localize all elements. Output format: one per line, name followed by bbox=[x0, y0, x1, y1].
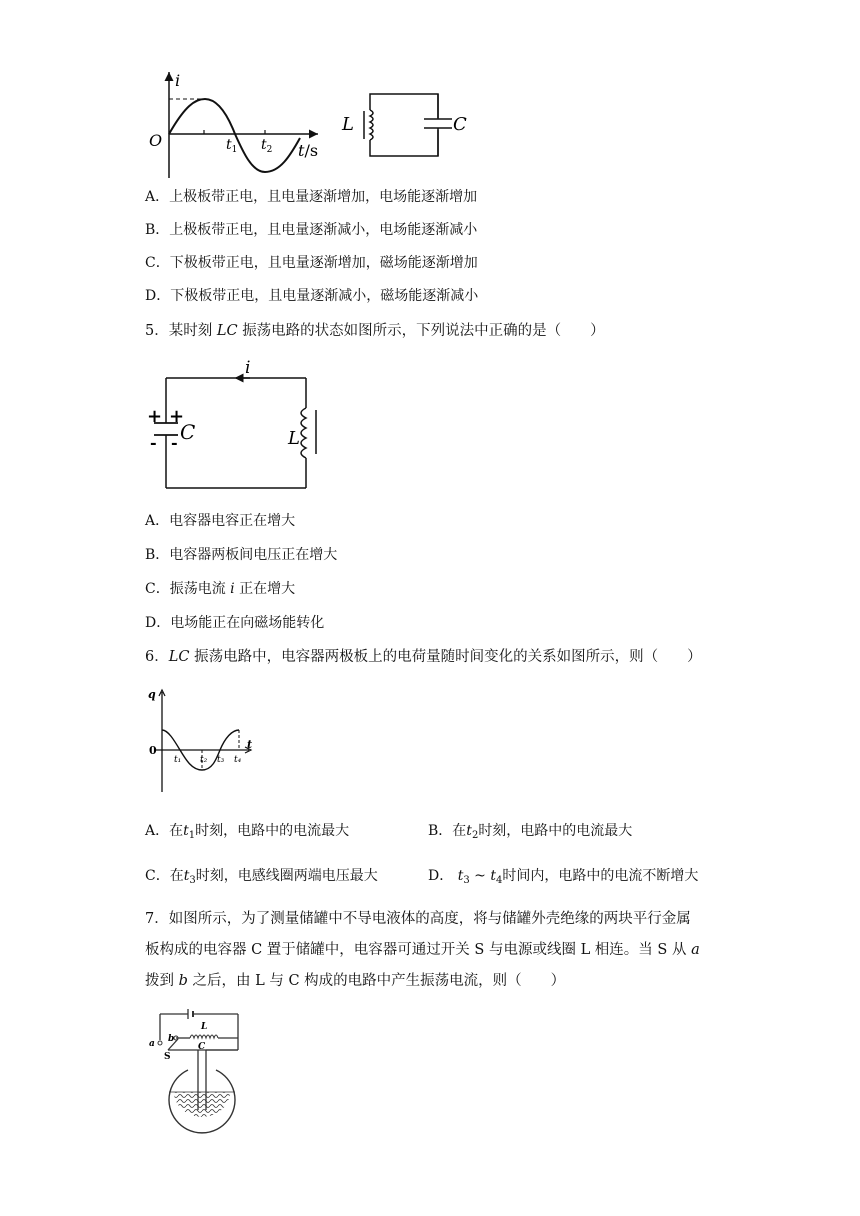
graph-t-axis-label: t/s bbox=[298, 141, 319, 160]
circuit2-minus-left: - bbox=[150, 433, 157, 452]
graph-t3-tick: t₃ bbox=[217, 755, 225, 765]
diagram-S-label: S bbox=[164, 1052, 171, 1062]
q5-stem: 5．某时刻 LC 振荡电路的状态如图所示，下列说法中正确的是（ ） bbox=[145, 323, 605, 339]
circuit2-C-label: C bbox=[180, 420, 196, 444]
circuit1-C-label: C bbox=[453, 114, 467, 135]
graph-t2-tick: t₂ bbox=[200, 755, 208, 765]
circuit2-minus-right: - bbox=[171, 433, 178, 452]
graph-t1-label: $t_1$ bbox=[226, 137, 238, 155]
q4-option-a[interactable]: A．上极板带正电，且电量逐渐增加，电场能逐渐增加 bbox=[145, 189, 478, 205]
q5-option-a[interactable]: A．电容器电容正在增大 bbox=[145, 513, 296, 529]
q7-line-3: 拨到 b 之后，由 L 与 C 构成的电路中产生振荡电流，则（ ） bbox=[145, 973, 566, 989]
circuit2-plus-right: + bbox=[169, 406, 185, 427]
graph-zero-label: 0 bbox=[149, 744, 157, 757]
diagram-L-label: L bbox=[201, 1022, 208, 1032]
graph-t4-tick: t₄ bbox=[234, 755, 242, 765]
current-time-graph bbox=[140, 66, 330, 182]
q7-stem bbox=[145, 904, 711, 997]
graph-origin-label: O bbox=[149, 131, 163, 150]
q5-option-b[interactable]: B．电容器两板间电压正在增大 bbox=[145, 547, 338, 563]
circuit2-i-label: i bbox=[245, 360, 251, 378]
graph-i-label: i bbox=[175, 71, 181, 90]
circuit2-plus-left: + bbox=[147, 406, 163, 427]
q7-line-1: 7．如图所示，为了测量储罐中不导电液体的高度，将与储罐外壳绝缘的两块平行金属 bbox=[145, 911, 691, 927]
diagram-b-label: b bbox=[168, 1034, 175, 1044]
q6-option-b[interactable]: B．在$t_2$时刻，电路中的电流最大 bbox=[428, 823, 633, 841]
lc-circuit-diagram-2 bbox=[140, 360, 340, 496]
q4-option-c[interactable]: C．下极板带正电，且电量逐渐增加，磁场能逐渐增加 bbox=[145, 255, 478, 271]
circuit1-L-label: L bbox=[342, 114, 354, 135]
graph-t1-tick: t₁ bbox=[174, 755, 182, 765]
diagram-a-label: a bbox=[149, 1039, 155, 1049]
q7-line-2: 板构成的电容器 C 置于储罐中，电容器可通过开关 S 与电源或线圈 L 相连。当 S 从 a bbox=[145, 942, 700, 958]
graph-q-label: q bbox=[148, 688, 156, 701]
q6-option-c[interactable]: C．在$t_3$时刻，电感线圈两端电压最大 bbox=[145, 868, 378, 886]
graph-t-label: t bbox=[247, 738, 253, 751]
q6-stem: 6．LC 振荡电路中，电容器两极板上的电荷量随时间变化的关系如图所示，则（ ） bbox=[145, 649, 702, 665]
charge-time-graph bbox=[146, 686, 258, 796]
graph-t2-label: $t_2$ bbox=[261, 137, 273, 155]
q5-option-c[interactable]: C．振荡电流 i 正在增大 bbox=[145, 581, 296, 597]
circuit2-L-label: L bbox=[288, 428, 300, 449]
q4-option-d[interactable]: D．下极板带正电，且电量逐渐减小，磁场能逐渐减小 bbox=[145, 288, 479, 304]
tank-capacitor-diagram bbox=[146, 1008, 250, 1134]
q4-option-b[interactable]: B．上极板带正电，且电量逐渐减小，电场能逐渐减小 bbox=[145, 222, 478, 238]
q6-option-a[interactable]: A．在$t_1$时刻，电路中的电流最大 bbox=[145, 823, 350, 841]
q6-option-d[interactable]: D． $t_3$ ~ $t_4$时间内，电路中的电流不断增大 bbox=[428, 868, 699, 886]
lc-circuit-diagram-1 bbox=[336, 88, 476, 164]
diagram-C-label: C bbox=[198, 1042, 206, 1052]
q5-option-d[interactable]: D．电场能正在向磁场能转化 bbox=[145, 615, 325, 631]
